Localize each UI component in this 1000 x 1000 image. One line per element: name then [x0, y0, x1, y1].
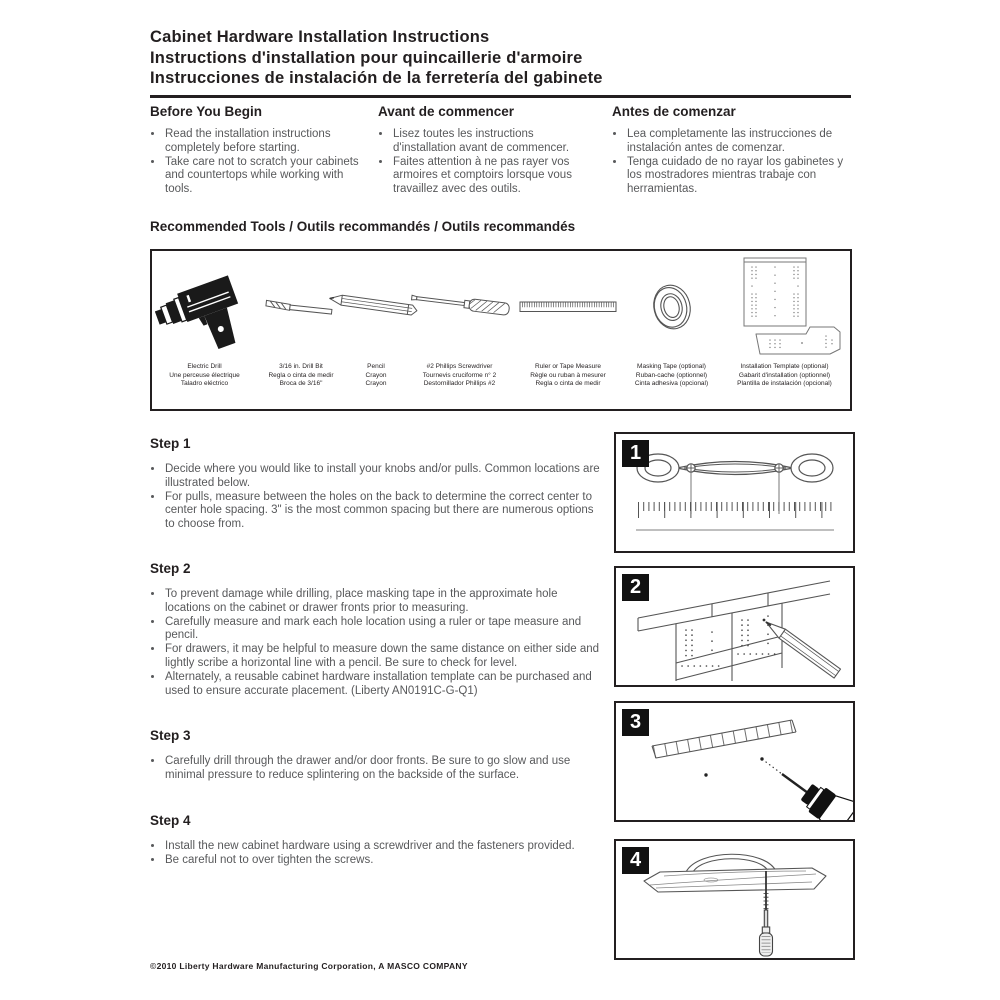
drilling-illustration — [616, 703, 853, 820]
bullet-item: • Install the new cabinet hardware using a screwdriver and the fasteners provided. — [164, 840, 602, 854]
title-line-fr: Instructions d'installation pour quincaillerie d'armoire — [150, 48, 583, 67]
ruler-icon — [518, 297, 618, 317]
bullet-item: • Read the installation instructions completely before starting. — [164, 128, 362, 156]
step-1-bullets — [150, 463, 602, 532]
intro-column-en — [150, 104, 362, 197]
bullet-item: • Be careful not to over tighten the screws. — [164, 854, 602, 868]
bullet-item: • For drawers, it may be helpful to measure down the same distance on either side and lightly scribe a horizontal line with a pencil. Be sure to check for level. — [164, 643, 602, 671]
step-3-bullets — [150, 755, 602, 783]
intro-heading-fr: Avant de commencer — [378, 104, 515, 119]
copyright-footer: ©2010 Liberty Hardware Manufacturing Corporation, A MASCO COMPANY — [150, 961, 468, 971]
tools-box — [150, 249, 852, 411]
tools-heading: Recommended Tools / Outils recommandés / Outils recommandés — [150, 219, 576, 234]
tool-screwdriver — [407, 251, 512, 409]
step-1-heading: Step 1 — [150, 436, 191, 451]
tool-label: #2 Phillips Screwdriver Tournevis cruciforme n° 2 Destornillador Phillips #2 — [422, 363, 497, 388]
intro-bullets-es — [612, 128, 852, 197]
intro-bullets-fr — [378, 128, 596, 197]
bullet-item: • Lea completamente las instrucciones de instalación antes de comenzar. — [626, 128, 852, 156]
tool-label: Electric Drill Une perceuse électrique Taladro eléctrico — [169, 363, 240, 388]
step-2-heading: Step 2 — [150, 561, 191, 576]
tool-drill-bit — [257, 251, 345, 409]
intro-heading-es: Antes de comenzar — [612, 104, 736, 119]
step-4-figure — [614, 839, 855, 960]
title-line-en: Cabinet Hardware Installation Instructions — [150, 28, 490, 46]
marking-holes-illustration — [616, 568, 853, 685]
tool-pencil — [345, 251, 407, 409]
bullet-item: • For pulls, measure between the holes on the back to determine the correct center to center hole spacing. 3" is the most common spacing but there are numerous options to choose from. — [164, 491, 602, 532]
tool-electric-drill — [152, 251, 257, 409]
page-title — [150, 27, 870, 89]
bullet-item: • Decide where you would like to install your knobs and/or pulls. Common locations are illustrated below. — [164, 463, 602, 491]
phillips-screwdriver-icon — [408, 289, 512, 325]
intro-column-es — [612, 104, 852, 197]
tool-label: Pencil Crayon Crayon — [365, 363, 387, 388]
step-2-badge: 2 — [622, 574, 649, 601]
tool-label: Installation Template (optional) Gabarit d'installation (optionnel) Plantilla de instalación (opcional) — [737, 363, 832, 388]
bullet-item: • To prevent damage while drilling, place masking tape in the approximate hole locations on the cabinet or drawer fronts prior to measuring. — [164, 588, 602, 616]
step-1-badge: 1 — [622, 440, 649, 467]
tool-label: Masking Tape (optional) Ruban-cache (optionnel) Cinta adhesiva (opcional) — [634, 363, 709, 388]
tool-template — [719, 251, 850, 409]
step-2-bullets — [150, 588, 602, 698]
bullet-item: • Carefully drill through the drawer and/or door fronts. Be sure to go slow and use minimal pressure to reduce splintering on the backside of the surface. — [164, 755, 602, 783]
tool-label: Ruler or Tape Measure Règle ou ruban à mesurer Regla o cinta de medir — [530, 363, 606, 388]
bullet-item: • Lisez toutes les instructions d'installation avant de commencer. — [392, 128, 596, 156]
step-2-figure — [614, 566, 855, 687]
step-3-badge: 3 — [622, 709, 649, 736]
step-4-text — [150, 813, 602, 868]
tool-ruler — [512, 251, 624, 409]
bullet-item: • Alternately, a reusable cabinet hardware installation template can be purchased and used to ensure accurate placement. (Liberty AN0191C-G-Q1) — [164, 671, 602, 699]
tool-masking-tape — [624, 251, 719, 409]
bullet-item: • Tenga cuidado de no rayar los gabinetes y los mostradores mientras trabaje con herramientas. — [626, 156, 852, 197]
step-4-badge: 4 — [622, 847, 649, 874]
step-4-bullets — [150, 840, 602, 868]
step-1-text — [150, 436, 602, 532]
bullet-item: • Faites attention à ne pas rayer vos armoires et comptoirs lorsque vous travaillez avec des outils. — [392, 156, 596, 197]
intro-heading-en: Before You Begin — [150, 104, 263, 119]
step-3-heading: Step 3 — [150, 728, 191, 743]
bullet-item: • Carefully measure and mark each hole location using a ruler or tape measure and pencil. — [164, 616, 602, 644]
step-3-figure — [614, 701, 855, 822]
pull-and-ruler-illustration — [616, 434, 853, 551]
step-3-text — [150, 728, 602, 783]
intro-bullets-en — [150, 128, 362, 197]
before-you-begin-section — [150, 104, 856, 197]
masking-tape-icon — [639, 276, 705, 338]
electric-drill-icon — [155, 261, 255, 353]
step-4-heading: Step 4 — [150, 813, 191, 828]
screwdriver-install-illustration — [616, 841, 853, 958]
step-1-figure — [614, 432, 855, 553]
step-2-text — [150, 561, 602, 698]
title-divider — [150, 95, 851, 98]
tool-label: 3/16 in. Drill Bit Regla o cinta de medir Broca de 3/16" — [268, 363, 334, 388]
bullet-item: • Take care not to scratch your cabinets and countertops while working with tools. — [164, 156, 362, 197]
title-line-es: Instrucciones de instalación de la ferretería del gabinete — [150, 69, 603, 87]
intro-column-fr — [378, 104, 596, 197]
installation-template-icon — [722, 256, 848, 358]
